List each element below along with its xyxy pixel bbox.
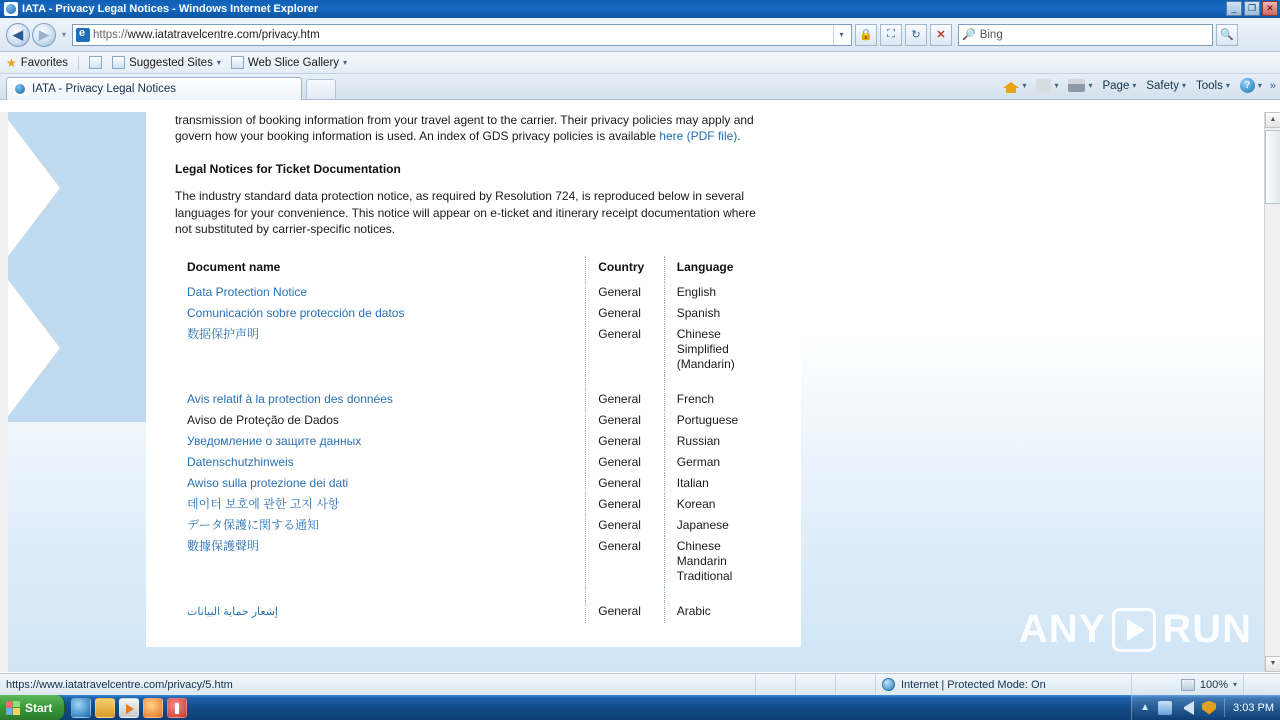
intro-paragraph-tail: . bbox=[737, 129, 741, 143]
country-cell: General bbox=[586, 452, 665, 473]
navigation-bar bbox=[0, 18, 1280, 52]
search-input[interactable] bbox=[958, 24, 1213, 46]
status-cell-1 bbox=[756, 674, 796, 696]
page-left-gutter bbox=[0, 112, 8, 672]
table-row bbox=[175, 452, 775, 473]
search-go-button[interactable]: 🔍 bbox=[1216, 24, 1238, 46]
section-heading: Legal Notices for Ticket Documentation bbox=[175, 162, 401, 176]
address-dropdown-icon[interactable]: ▾ bbox=[833, 25, 849, 45]
favorites-bar bbox=[0, 52, 1280, 74]
home-icon bbox=[1003, 79, 1019, 93]
country-cell: General bbox=[586, 410, 665, 431]
gds-privacy-pdf-link[interactable]: here (PDF file) bbox=[659, 129, 738, 143]
favbar-item-label: Suggested Sites bbox=[129, 56, 213, 69]
chevron-down-icon[interactable]: ▾ bbox=[1054, 81, 1059, 90]
favbar-item-web-slice-gallery[interactable] bbox=[231, 56, 347, 69]
compatibility-view-icon[interactable]: ⛶ bbox=[880, 24, 902, 46]
document-link[interactable]: Avis relatif à la protection des données bbox=[187, 391, 393, 406]
taskbar-internet-explorer-icon[interactable] bbox=[71, 698, 91, 718]
favorites-button[interactable] bbox=[6, 56, 68, 70]
document-name: Aviso de Proteção de Dados bbox=[175, 410, 586, 431]
recent-pages-caret-icon[interactable]: ▾ bbox=[61, 30, 66, 39]
help-icon: ? bbox=[1240, 78, 1255, 93]
safety-menu-label: Safety bbox=[1146, 79, 1179, 92]
country-cell: General bbox=[586, 536, 665, 587]
start-button[interactable] bbox=[0, 695, 65, 720]
country-cell: General bbox=[586, 431, 665, 452]
maximize-button[interactable]: ❐ bbox=[1244, 1, 1260, 16]
window-controls bbox=[1226, 1, 1278, 16]
language-cell: Spanish bbox=[676, 305, 721, 320]
country-cell: General bbox=[586, 515, 665, 536]
home-button[interactable] bbox=[999, 77, 1030, 95]
document-link[interactable]: Comunicación sobre protección de datos bbox=[187, 305, 405, 320]
document-link[interactable]: Awiso sulla protezione dei dati bbox=[187, 475, 349, 490]
table-row bbox=[175, 389, 775, 410]
rss-feed-icon bbox=[1036, 79, 1051, 93]
intro-paragraph-text: transmission of booking information from your travel agent to the carrier. Their privacy policies may apply and govern how your booking information is used. An index of GDS privacy policies is available bbox=[175, 113, 754, 143]
table-row bbox=[175, 601, 775, 623]
decorative-chevron-graphic bbox=[0, 112, 146, 422]
url-scheme: https:// bbox=[93, 28, 128, 41]
country-cell: General bbox=[586, 324, 665, 375]
web-slice-icon bbox=[231, 56, 244, 69]
intro-paragraph bbox=[175, 112, 773, 144]
language-cell: English bbox=[676, 284, 717, 299]
document-link[interactable]: Уведомление о защите данных bbox=[187, 433, 362, 448]
table-row bbox=[175, 494, 775, 515]
command-bar bbox=[999, 76, 1276, 95]
taskbar bbox=[0, 695, 1280, 720]
tools-menu-button[interactable] bbox=[1192, 78, 1234, 94]
document-link[interactable]: 데이터 보호에 관한 고지 사항 bbox=[187, 496, 340, 511]
show-hidden-icons-icon[interactable]: ▲ bbox=[1140, 702, 1151, 713]
minimize-button[interactable]: _ bbox=[1226, 1, 1242, 16]
page-menu-label: Page bbox=[1102, 79, 1130, 92]
table-spacer-row bbox=[175, 375, 775, 389]
chevron-down-icon: ▾ bbox=[343, 58, 348, 67]
country-cell: General bbox=[586, 389, 665, 410]
chevron-down-icon: ▾ bbox=[1257, 81, 1262, 90]
language-cell: Russian bbox=[676, 433, 721, 448]
taskbar-explorer-icon[interactable] bbox=[95, 698, 115, 718]
language-cell: German bbox=[676, 454, 721, 469]
section-paragraph: The industry standard data protection notice, as required by Resolution 724, is reproduced below in several languages for your convenience. This notice will appear on e-ticket and itinerary receipt documentation where not substituted by carrier-specific notices. bbox=[175, 189, 756, 236]
document-link[interactable]: データ保護に関する通知 bbox=[187, 517, 320, 532]
language-cell: Chinese Mandarin Traditional bbox=[676, 538, 733, 583]
language-cell: French bbox=[676, 391, 715, 406]
taskbar-media-player-icon[interactable] bbox=[119, 698, 139, 718]
new-tab-button[interactable] bbox=[306, 79, 336, 99]
table-row bbox=[175, 431, 775, 452]
country-cell: General bbox=[586, 303, 665, 324]
table-row bbox=[175, 515, 775, 536]
decorative-chevron-notch bbox=[0, 112, 146, 422]
table-header-row bbox=[175, 256, 775, 282]
tab-title: IATA - Privacy Legal Notices bbox=[32, 83, 177, 95]
language-cell: Japanese bbox=[676, 517, 729, 532]
favorites-label: Favorites bbox=[20, 56, 69, 69]
table-row bbox=[175, 282, 775, 303]
favbar-divider bbox=[78, 56, 79, 70]
page-content bbox=[146, 112, 801, 647]
star-icon: ★ bbox=[6, 55, 17, 70]
document-link[interactable]: 数据保护声明 bbox=[187, 326, 260, 341]
zoom-level: 100% bbox=[1199, 678, 1228, 691]
anyrun-watermark bbox=[1019, 607, 1252, 652]
chevron-down-icon: ▾ bbox=[216, 58, 221, 67]
scrollbar-thumb[interactable] bbox=[1265, 130, 1280, 204]
page-viewport bbox=[0, 112, 1280, 672]
document-link[interactable]: إشعار حماية البيانات bbox=[187, 605, 278, 618]
tab-bar bbox=[0, 74, 1280, 100]
language-cell: Arabic bbox=[676, 603, 711, 618]
tools-menu-label: Tools bbox=[1195, 79, 1223, 92]
watermark-text-any: ANY bbox=[1018, 607, 1107, 651]
quick-launch-bar bbox=[65, 698, 193, 718]
column-header-language: Language bbox=[676, 259, 734, 274]
url-rest: www.iatatravelcentre.com/privacy.htm bbox=[127, 28, 320, 41]
table-row bbox=[175, 410, 775, 431]
add-to-favorites-bar-button[interactable] bbox=[89, 56, 102, 69]
address-bar-text bbox=[93, 29, 833, 41]
taskbar-firefox-icon[interactable] bbox=[143, 698, 163, 718]
security-lock-icon[interactable]: 🔒 bbox=[855, 24, 877, 46]
forward-button[interactable]: ▶ bbox=[32, 23, 56, 47]
table-row bbox=[175, 303, 775, 324]
security-zone-label: Internet | Protected Mode: On bbox=[901, 678, 1046, 691]
tab-favicon-icon bbox=[13, 82, 27, 96]
table-row bbox=[175, 324, 775, 375]
scroll-down-arrow-icon[interactable]: ▼ bbox=[1265, 656, 1280, 672]
security-zone[interactable] bbox=[876, 674, 1132, 696]
status-url: https://www.iatatravelcentre.com/privacy/5.htm bbox=[0, 674, 756, 696]
network-icon[interactable] bbox=[1158, 701, 1172, 715]
feeds-button[interactable] bbox=[1032, 77, 1062, 95]
stop-button[interactable]: ✕ bbox=[930, 24, 952, 46]
internet-zone-icon bbox=[882, 678, 895, 691]
play-icon bbox=[1112, 608, 1156, 652]
language-cell: Korean bbox=[676, 496, 716, 511]
column-header-country: Country bbox=[586, 256, 665, 282]
country-cell: General bbox=[586, 601, 665, 623]
status-cell-2 bbox=[796, 674, 836, 696]
clock[interactable]: 3:03 PM bbox=[1233, 701, 1274, 714]
site-favicon-icon bbox=[76, 28, 90, 42]
page-menu-button[interactable] bbox=[1098, 78, 1140, 94]
back-button[interactable]: ◀ bbox=[6, 23, 30, 47]
zoom-icon bbox=[1181, 679, 1195, 691]
action-center-shield-icon[interactable] bbox=[1202, 701, 1216, 715]
page-scrollbar-vertical[interactable] bbox=[1264, 112, 1280, 672]
chevron-down-icon[interactable]: ▾ bbox=[1022, 81, 1027, 90]
column-header-document-name: Document name bbox=[175, 256, 586, 282]
scroll-up-arrow-icon[interactable]: ▲ bbox=[1265, 112, 1280, 128]
suggested-sites-icon bbox=[112, 56, 125, 69]
window-title-bar bbox=[0, 0, 1280, 18]
tray-divider bbox=[1224, 699, 1225, 717]
help-menu-button[interactable] bbox=[1236, 76, 1266, 95]
volume-icon[interactable] bbox=[1180, 701, 1194, 715]
printer-icon bbox=[1068, 79, 1085, 92]
document-link[interactable]: Datenschutzhinweis bbox=[187, 454, 294, 469]
print-button[interactable] bbox=[1064, 77, 1096, 94]
favbar-item-label: Web Slice Gallery bbox=[247, 56, 340, 69]
tab-active[interactable] bbox=[6, 77, 302, 100]
watermark-text-run: RUN bbox=[1162, 607, 1252, 651]
language-cell: Portuguese bbox=[676, 412, 739, 427]
country-cell: General bbox=[586, 473, 665, 494]
status-cell-3 bbox=[836, 674, 876, 696]
windows-logo-icon bbox=[6, 701, 20, 715]
system-tray bbox=[1131, 695, 1280, 720]
start-label: Start bbox=[25, 700, 53, 715]
table-row bbox=[175, 473, 775, 494]
document-link[interactable]: Data Protection Notice bbox=[187, 284, 308, 299]
refresh-button[interactable]: ↻ bbox=[905, 24, 927, 46]
country-cell: General bbox=[586, 282, 665, 303]
chevron-down-icon: ▾ bbox=[1225, 81, 1230, 90]
table-row bbox=[175, 536, 775, 587]
add-page-icon bbox=[89, 56, 102, 69]
taskbar-recorder-icon[interactable] bbox=[167, 698, 187, 718]
document-link[interactable]: 數據保護聲明 bbox=[187, 538, 260, 553]
window-title: IATA - Privacy Legal Notices - Windows Internet Explorer bbox=[22, 3, 319, 15]
safety-menu-button[interactable] bbox=[1142, 78, 1190, 94]
chevron-down-icon[interactable]: ▾ bbox=[1232, 680, 1237, 689]
internet-explorer-icon bbox=[4, 2, 18, 16]
zoom-control[interactable] bbox=[1132, 674, 1244, 696]
legal-notices-table bbox=[175, 256, 775, 623]
language-cell: Chinese Simplified (Mandarin) bbox=[676, 326, 735, 371]
chevron-down-icon: ▾ bbox=[1181, 81, 1186, 90]
favbar-item-suggested-sites[interactable] bbox=[112, 56, 221, 69]
search-provider-icon: 🔎 bbox=[962, 29, 976, 41]
chevron-down-icon: ▾ bbox=[1132, 81, 1137, 90]
command-bar-overflow-icon[interactable]: » bbox=[1269, 79, 1276, 92]
chevron-down-icon[interactable]: ▾ bbox=[1088, 81, 1093, 90]
address-bar[interactable] bbox=[72, 24, 852, 46]
search-input-value: Bing bbox=[979, 28, 1003, 41]
country-cell: General bbox=[586, 494, 665, 515]
close-button[interactable]: ✕ bbox=[1262, 1, 1278, 16]
language-cell: Italian bbox=[676, 475, 709, 490]
table-spacer-row bbox=[175, 587, 775, 601]
status-bar bbox=[0, 673, 1280, 695]
